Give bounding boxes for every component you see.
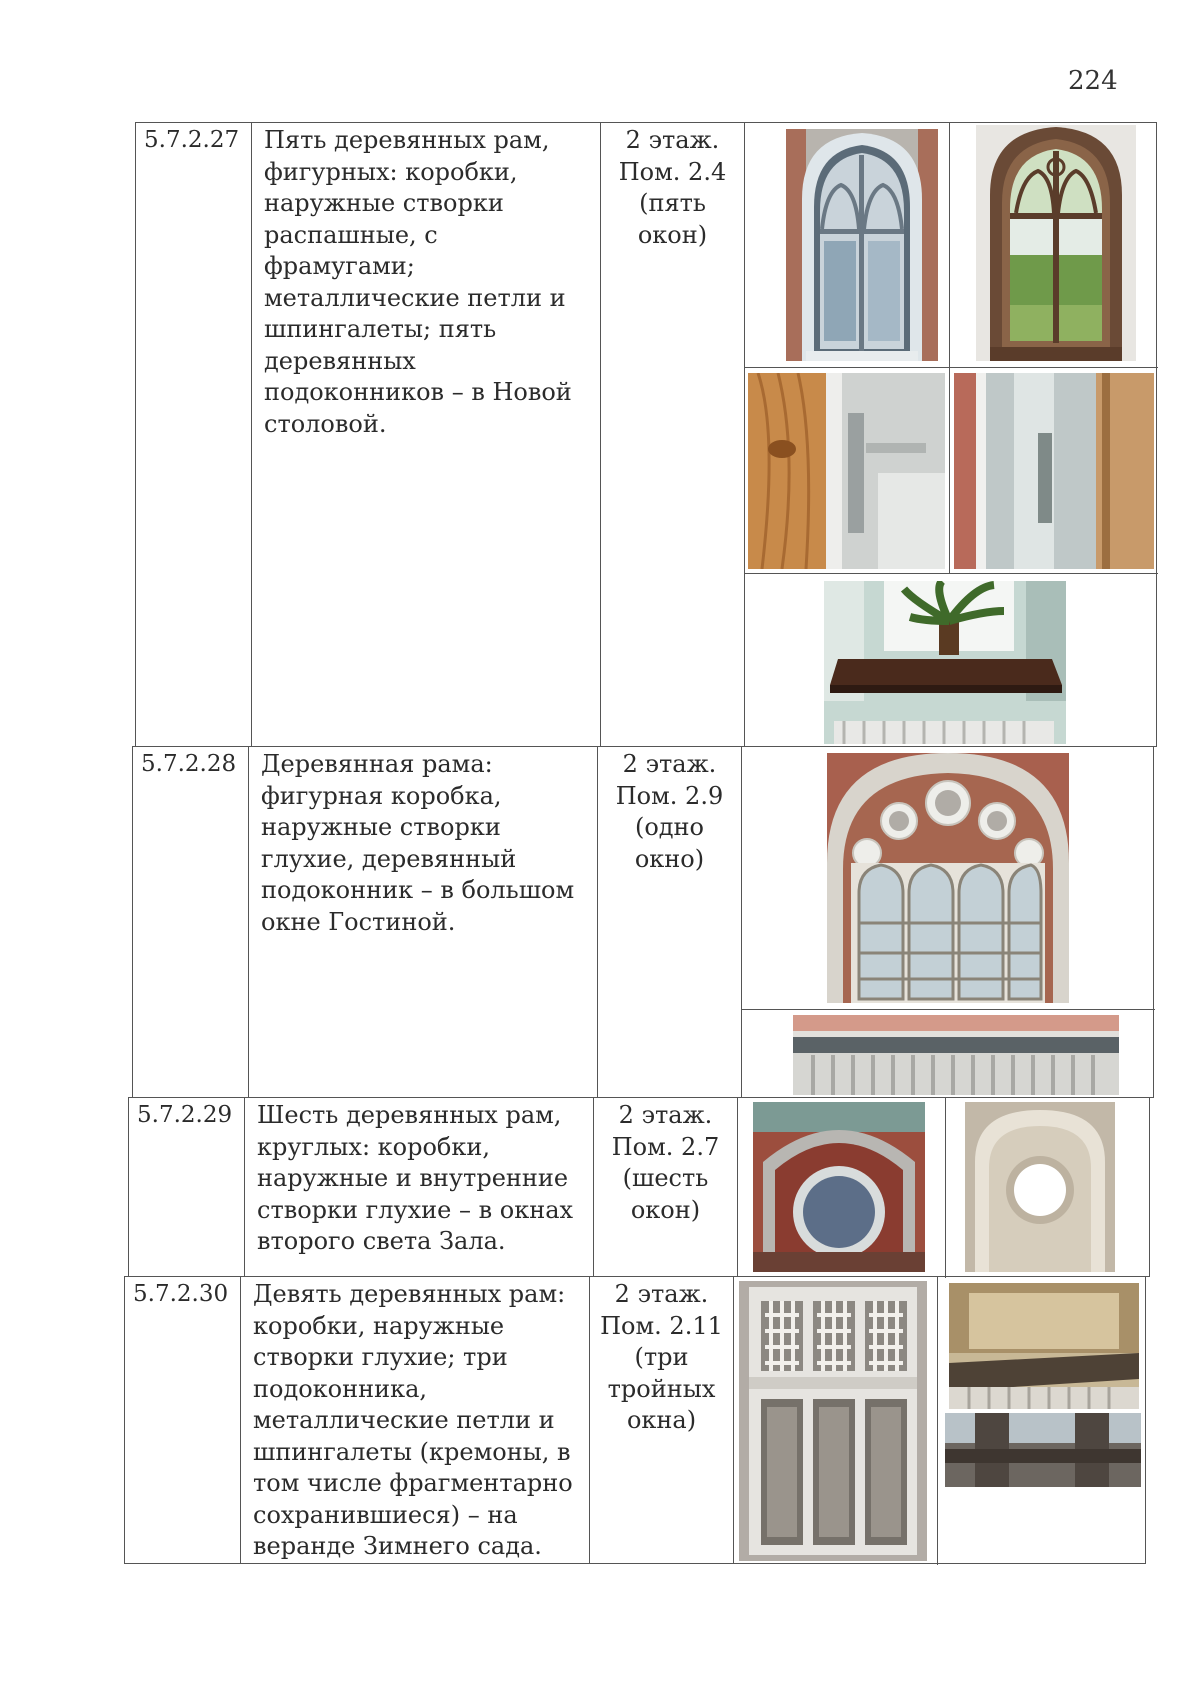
item-number: 5.7.2.29 [137, 1102, 233, 1128]
page-number: 224 [1068, 66, 1118, 96]
item-location: 2 этаж. Пом. 2.4 (пять окон) [618, 126, 727, 249]
round-window-exterior-photo [753, 1102, 925, 1272]
large-window-photo [827, 753, 1069, 1003]
latch-photo [954, 373, 1154, 569]
triple-window-photo [739, 1281, 927, 1561]
table-row [135, 122, 1157, 747]
table-row [124, 1276, 1146, 1564]
radiator-photo [793, 1015, 1119, 1095]
item-location: 2 этаж. Пом. 2.11 (три тройных окна) [600, 1280, 723, 1434]
item-location: 2 этаж. Пом. 2.7 (шесть окон) [611, 1101, 720, 1224]
frame-bottom-photo [945, 1413, 1141, 1487]
hinge-photo [748, 373, 945, 569]
item-description: Пять деревянных рам, фигурных: коробки, наружные створки распашные, с фрамугами; металлические петли и шпингалеты; пять деревянных подоконников – в Новой столовой. [264, 126, 572, 438]
window-photo [786, 129, 938, 361]
item-description: Шесть деревянных рам, круглых: коробки, наружные и внутренние створки глухие – в окнах второго света Зала. [257, 1101, 574, 1255]
windowsill-photo [824, 581, 1066, 744]
item-description: Деревянная рама: фигурная коробка, наружные створки глухие, деревянный подоконник – в большом окне Гостиной. [261, 750, 575, 936]
window-interior-photo [976, 125, 1136, 361]
round-window-interior-photo [965, 1102, 1115, 1272]
item-description: Девять деревянных рам: коробки, наружные створки глухие; три подоконника, металлические петли и шпингалеты (кремоны, в том числе фрагментарно сохранившиеся) – на веранде Зимнего сада. [253, 1280, 573, 1560]
item-number: 5.7.2.27 [144, 127, 240, 153]
item-number: 5.7.2.28 [141, 751, 237, 777]
item-number: 5.7.2.30 [133, 1281, 229, 1307]
item-location: 2 этаж. Пом. 2.9 (одно окно) [615, 750, 724, 873]
table-row [132, 746, 1154, 1098]
sill-detail-photo [949, 1283, 1139, 1409]
table-row [128, 1097, 1150, 1277]
